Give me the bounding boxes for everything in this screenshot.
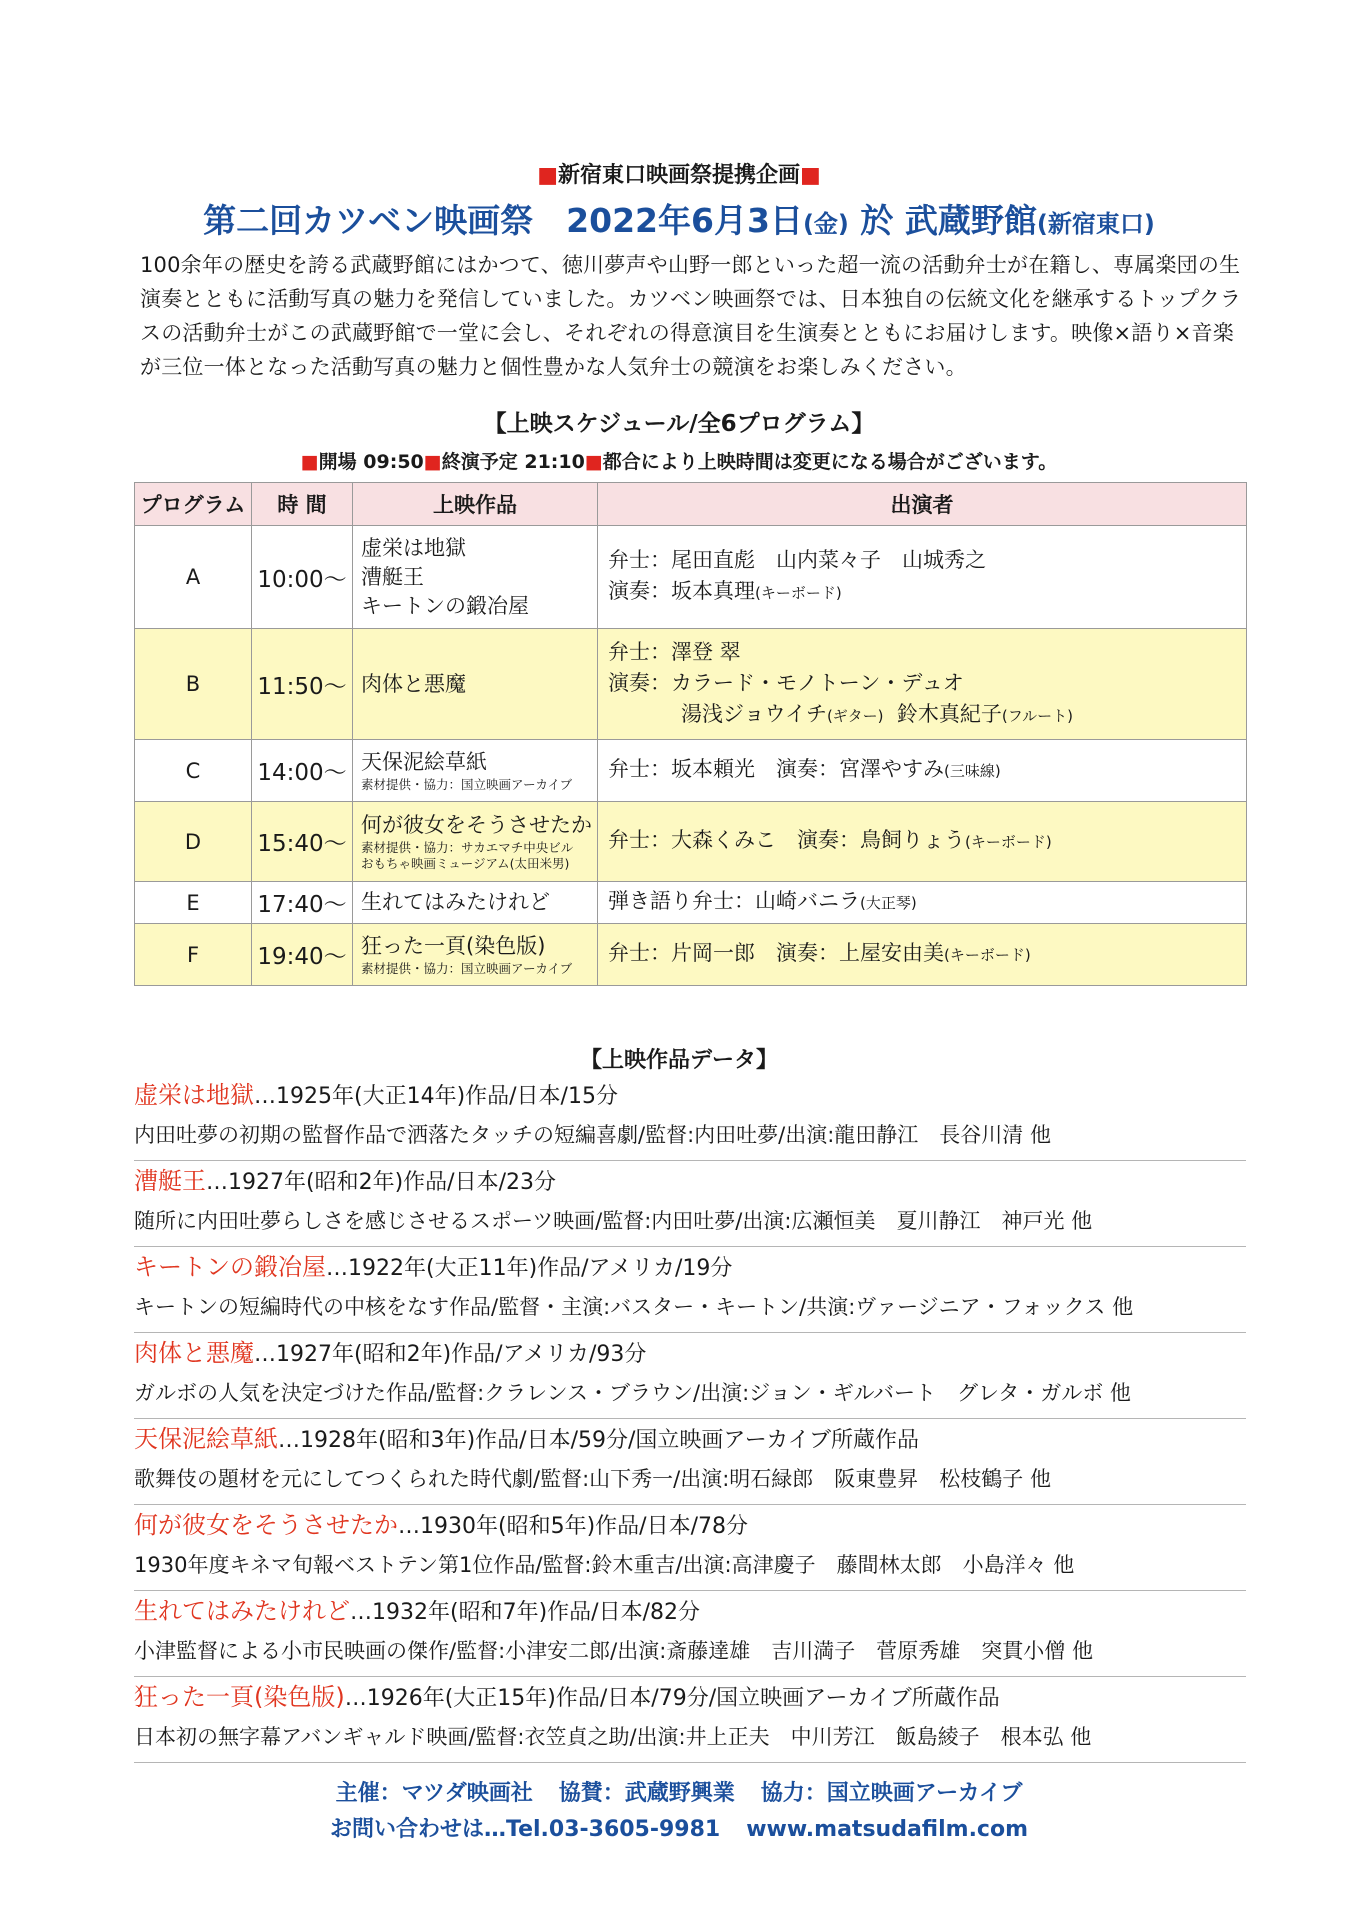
schedule-heading: 【上映スケジュール/全6プログラム】 [483, 411, 875, 437]
film-info: …1927年(昭和2年)作品/アメリカ/93分 [254, 1342, 647, 1367]
website-link[interactable]: www.matsudafilm.com [746, 1817, 1029, 1842]
cast-line: 弁士：尾田直彪 山内菜々子 山城秀之 [608, 548, 986, 572]
table-row [135, 924, 1247, 986]
material-credit: 素材提供・協力：国立映画アーカイブ [361, 777, 573, 792]
film-title: 何が彼女をそうさせたか [134, 1511, 398, 1539]
col-header-time: 時 間 [252, 483, 353, 526]
list-item [134, 1419, 1246, 1505]
work-cell: 生れてはみたけれど [353, 882, 598, 924]
film-title: キートンの鍛冶屋 [134, 1253, 326, 1281]
title-place: (新宿東口) [1036, 210, 1155, 238]
table-row [135, 526, 1247, 629]
list-item [134, 1591, 1246, 1677]
film-data-heading: 【上映作品データ】 [579, 1048, 778, 1073]
time-cell: 17:40〜 [252, 882, 353, 924]
work-cell [353, 740, 598, 802]
film-info: …1926年(大正15年)作品/日本/79分/国立映画アーカイブ所蔵作品 [344, 1686, 1000, 1711]
material-credit: 素材提供・協力：国立映画アーカイブ [361, 961, 573, 976]
film-title: 肉体と悪魔 [134, 1339, 254, 1367]
work-title: キートンの鍛冶屋 [361, 593, 529, 618]
work-cell: 肉体と悪魔 [353, 629, 598, 740]
cast-cell: 弾き語り弁士：山崎バニラ(大正琴) [598, 882, 1247, 924]
list-item [134, 1333, 1246, 1419]
table-row [135, 740, 1247, 802]
film-info: …1925年(大正14年)作品/日本/15分 [254, 1084, 618, 1109]
work-title: 狂った一頁(染色版) [361, 934, 546, 958]
square-mark-icon: ■ [537, 163, 558, 188]
title-main: 第二回カツベン映画祭 2022年6月3日 [203, 201, 803, 240]
list-item [134, 1161, 1246, 1247]
film-info: …1922年(大正11年)作品/アメリカ/19分 [326, 1256, 733, 1281]
organizer: 主催：マツダ映画社 [335, 1781, 533, 1806]
work-cell [353, 802, 598, 882]
film-desc: 随所に内田吐夢らしさを感じさせるスポーツ映画/監督:内田吐夢/出演:広瀬恒美 夏川静江 神戸光 他 [134, 1209, 1093, 1233]
contact-phone: お問い合わせは…Tel.03-3605-9981 [329, 1817, 721, 1842]
cast-line: 弁士：澤登 翠 [608, 639, 741, 664]
schedule-table [134, 482, 1247, 986]
film-info: …1927年(昭和2年)作品/日本/23分 [206, 1170, 556, 1195]
title-day: (金) [802, 210, 849, 238]
material-credit: おもちゃ映画ミュージアム(太田米男) [361, 856, 570, 871]
sponsor: 協賛：武蔵野興業 [558, 1781, 735, 1806]
list-item [134, 1247, 1246, 1333]
cast-cell: 弁士：大森くみこ 演奏：鳥飼りょう(キーボード) [598, 802, 1247, 882]
change-note: 都合により上映時間は変更になる場合がございます。 [602, 451, 1058, 473]
open-time: 開場 09:50 [318, 451, 424, 473]
time-cell: 14:00〜 [252, 740, 353, 802]
film-desc: キートンの短編時代の中核をなす作品/監督・主演:バスター・キートン/共演:ヴァージニア・フォックス 他 [134, 1295, 1134, 1319]
film-data-list [134, 1075, 1246, 1763]
time-cell: 10:00〜 [252, 526, 353, 629]
program-cell: E [135, 882, 252, 924]
program-cell: F [135, 924, 252, 986]
table-header-row [135, 483, 1247, 526]
work-title: 天保泥絵草紙 [361, 750, 487, 774]
square-mark-icon: ■ [584, 451, 603, 473]
close-time: 終演予定 21:10 [441, 451, 585, 473]
footer-contact [0, 1812, 1358, 1843]
time-cell: 11:50〜 [252, 629, 353, 740]
list-item [134, 1505, 1246, 1591]
footer-credits [0, 1776, 1358, 1807]
work-cell [353, 526, 598, 629]
cast-line: 演奏：坂本真理(キーボード) [608, 579, 842, 603]
program-cell: D [135, 802, 252, 882]
film-title: 天保泥絵草紙 [134, 1425, 278, 1453]
cast-cell [598, 629, 1247, 740]
banner [0, 158, 1358, 189]
table-row [135, 629, 1247, 740]
col-header-cast: 出演者 [598, 483, 1247, 526]
square-mark-icon: ■ [300, 451, 319, 473]
material-credit: 素材提供・協力：サカエマチ中央ビル [361, 840, 574, 855]
film-title: 生れてはみたけれど [134, 1597, 350, 1625]
film-desc: ガルボの人気を決定づけた作品/監督:クラレンス・ブラウン/出演:ジョン・ギルバート グレタ・ガルボ 他 [134, 1381, 1131, 1405]
film-desc: 小津監督による小市民映画の傑作/監督:小津安二郎/出演:斎藤達雄 吉川満子 菅原秀雄 突貫小僧 他 [134, 1639, 1093, 1663]
work-cell [353, 924, 598, 986]
table-row [135, 802, 1247, 882]
film-title: 狂った一頁(染色版) [134, 1683, 345, 1711]
work-title: 漕艇王 [361, 564, 424, 589]
square-mark-icon: ■ [800, 163, 821, 188]
work-title: 虚栄は地獄 [361, 535, 466, 560]
film-info: …1928年(昭和3年)作品/日本/59分/国立映画アーカイブ所蔵作品 [278, 1428, 919, 1453]
film-title: 虚栄は地獄 [134, 1081, 254, 1109]
program-cell: A [135, 526, 252, 629]
cast-cell: 弁士：片岡一郎 演奏：上屋安由美(キーボード) [598, 924, 1247, 986]
page-title [0, 195, 1358, 242]
work-title: 何が彼女をそうさせたか [361, 813, 592, 837]
program-cell: C [135, 740, 252, 802]
time-cell: 15:40〜 [252, 802, 353, 882]
film-desc: 日本初の無字幕アバンギャルド映画/監督:衣笠貞之助/出演:井上正夫 中川芳江 飯島綾子 根本弘 他 [134, 1725, 1092, 1749]
list-item [134, 1075, 1246, 1161]
square-mark-icon: ■ [423, 451, 442, 473]
program-cell: B [135, 629, 252, 740]
list-item [134, 1677, 1246, 1763]
cast-line: 湯浅ジョウイチ(ギター) 鈴木真紀子(フルート) [681, 701, 1073, 726]
film-info: …1932年(昭和7年)作品/日本/82分 [350, 1600, 700, 1625]
intro-paragraph: 100余年の歴史を誇る武蔵野館にはかつて、徳川夢声や山野一郎といった超一流の活動弁士が在籍し、専属楽団の生演奏とともに活動写真の魅力を発信していました。カツベン映画祭では、日本独自の伝統文化を継承するトップクラスの活動弁士がこの武蔵野館で一堂に会し、それぞれの得意演目を生演奏とともにお届けします。映像×語り×音楽が三位一体となった活動写真の魅力と個性豊かな人気弁士の競演をお楽しみください。 [140, 253, 1242, 379]
schedule-note [0, 447, 1358, 474]
cast-cell: 弁士：坂本頼光 演奏：宮澤やすみ(三味線) [598, 740, 1247, 802]
film-info: …1930年(昭和5年)作品/日本/78分 [398, 1514, 748, 1539]
cooperation: 協力：国立映画アーカイブ [760, 1781, 1023, 1806]
film-title: 漕艇王 [134, 1167, 206, 1195]
film-desc: 内田吐夢の初期の監督作品で洒落たタッチの短編喜劇/監督:内田吐夢/出演:龍田静江 長谷川清 他 [134, 1123, 1051, 1147]
col-header-work: 上映作品 [353, 483, 598, 526]
time-cell: 19:40〜 [252, 924, 353, 986]
banner-text: 新宿東口映画祭提携企画 [557, 163, 800, 188]
cast-cell [598, 526, 1247, 629]
title-at: 於 武蔵野館 [848, 201, 1037, 240]
col-header-program: プログラム [135, 483, 252, 526]
film-desc: 1930年度キネマ旬報ベストテン第1位作品/監督:鈴木重吉/出演:高津慶子 藤間林太郎 小島洋々 他 [134, 1553, 1075, 1577]
film-desc: 歌舞伎の題材を元にしてつくられた時代劇/監督:山下秀一/出演:明石緑郎 阪東豊昇 松枝鶴子 他 [134, 1467, 1051, 1491]
table-row [135, 882, 1247, 924]
cast-line: 演奏：カラード・モノトーン・デュオ [608, 670, 964, 695]
